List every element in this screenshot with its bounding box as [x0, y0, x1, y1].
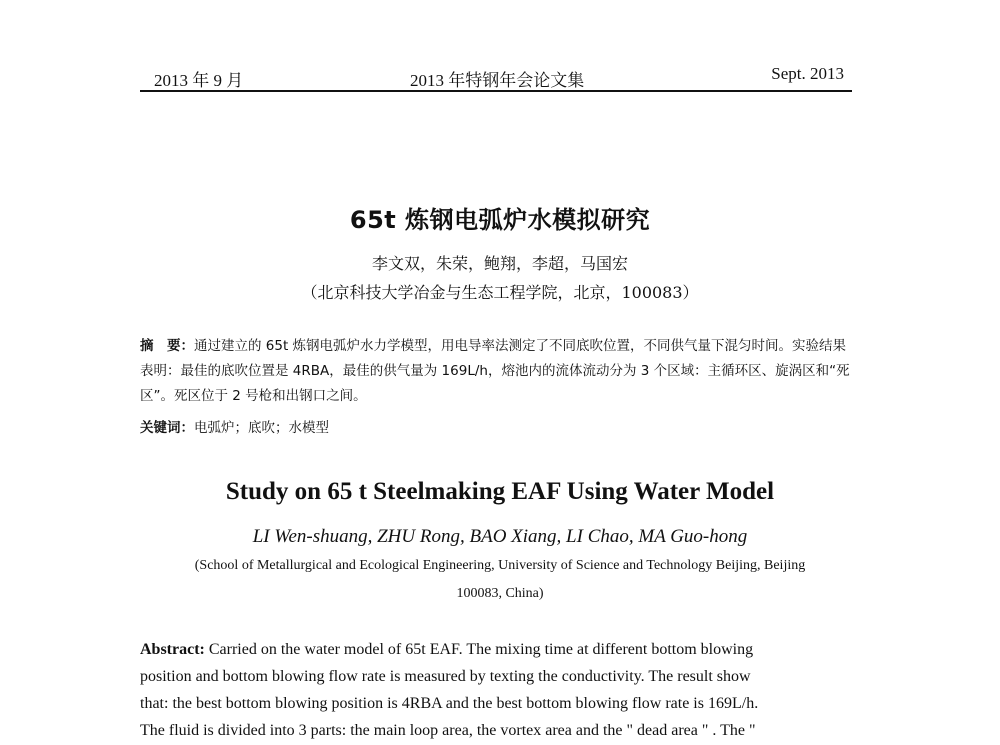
english-abstract-text: Carried on the water model of 65t EAF. The mixing time at different bottom blowing: [204, 641, 754, 658]
chinese-keywords: [140, 417, 852, 439]
english-abstract-line: [140, 636, 852, 663]
chinese-abstract-label: 摘 要：: [140, 338, 194, 354]
chinese-abstract-text: 通过建立的 65t 炼钢电弧炉水力学模型，用电导率法测定了不同底吹位置，不同供气量下混匀时间。实验结果表明：最佳的底吹位置是 4RBA，最佳的供气量为 169L/h，熔池内的流体流动分为 3 个区域：主循环区、旋涡区和“死区”。死区位于 2 号枪和出钢口之间。: [140, 338, 850, 404]
header-proceedings-title: 2013 年特钢年会论文集: [410, 71, 585, 90]
chinese-title: 65t 炼钢电弧炉水模拟研究: [349, 206, 651, 234]
english-abstract-line: The fluid is divided into 3 parts: the main loop area, the vortex area and the " dead area " . The ": [140, 722, 756, 739]
english-title: Study on 65 t Steelmaking EAF Using Water Model: [225, 478, 775, 505]
header-date-en: Sept. 2013: [771, 64, 844, 83]
english-affiliation-line-2: 100083, China): [456, 586, 544, 601]
english-authors: LI Wen-shuang, ZHU Rong, BAO Xiang, LI Chao, MA Guo-hong: [252, 526, 748, 547]
chinese-keywords-text: 电弧炉；底吹；水模型: [194, 420, 329, 436]
chinese-keywords-label: 关键词：: [140, 420, 194, 436]
running-header: [140, 64, 850, 90]
chinese-abstract: [140, 334, 852, 409]
english-abstract: [140, 636, 852, 744]
english-affiliation-line-1: (School of Metallurgical and Ecological Engineering, University of Science and Technology Beijing, Beijing: [194, 558, 806, 573]
english-abstract-label: Abstract:: [140, 641, 205, 658]
chinese-authors: 李文双，朱荣，鲍翔，李超，马国宏: [371, 254, 628, 273]
header-rule: [140, 90, 852, 92]
chinese-affiliation: （北京科技大学冶金与生态工程学院，北京，100083）: [301, 283, 699, 302]
header-date-cn: 2013 年 9 月: [154, 71, 244, 90]
english-abstract-line: position and bottom blowing flow rate is measured by texting the conductivity. The result show: [140, 668, 751, 685]
english-abstract-line: that: the best bottom blowing position is 4RBA and the best bottom blowing flow rate is 169L/h.: [140, 695, 759, 712]
